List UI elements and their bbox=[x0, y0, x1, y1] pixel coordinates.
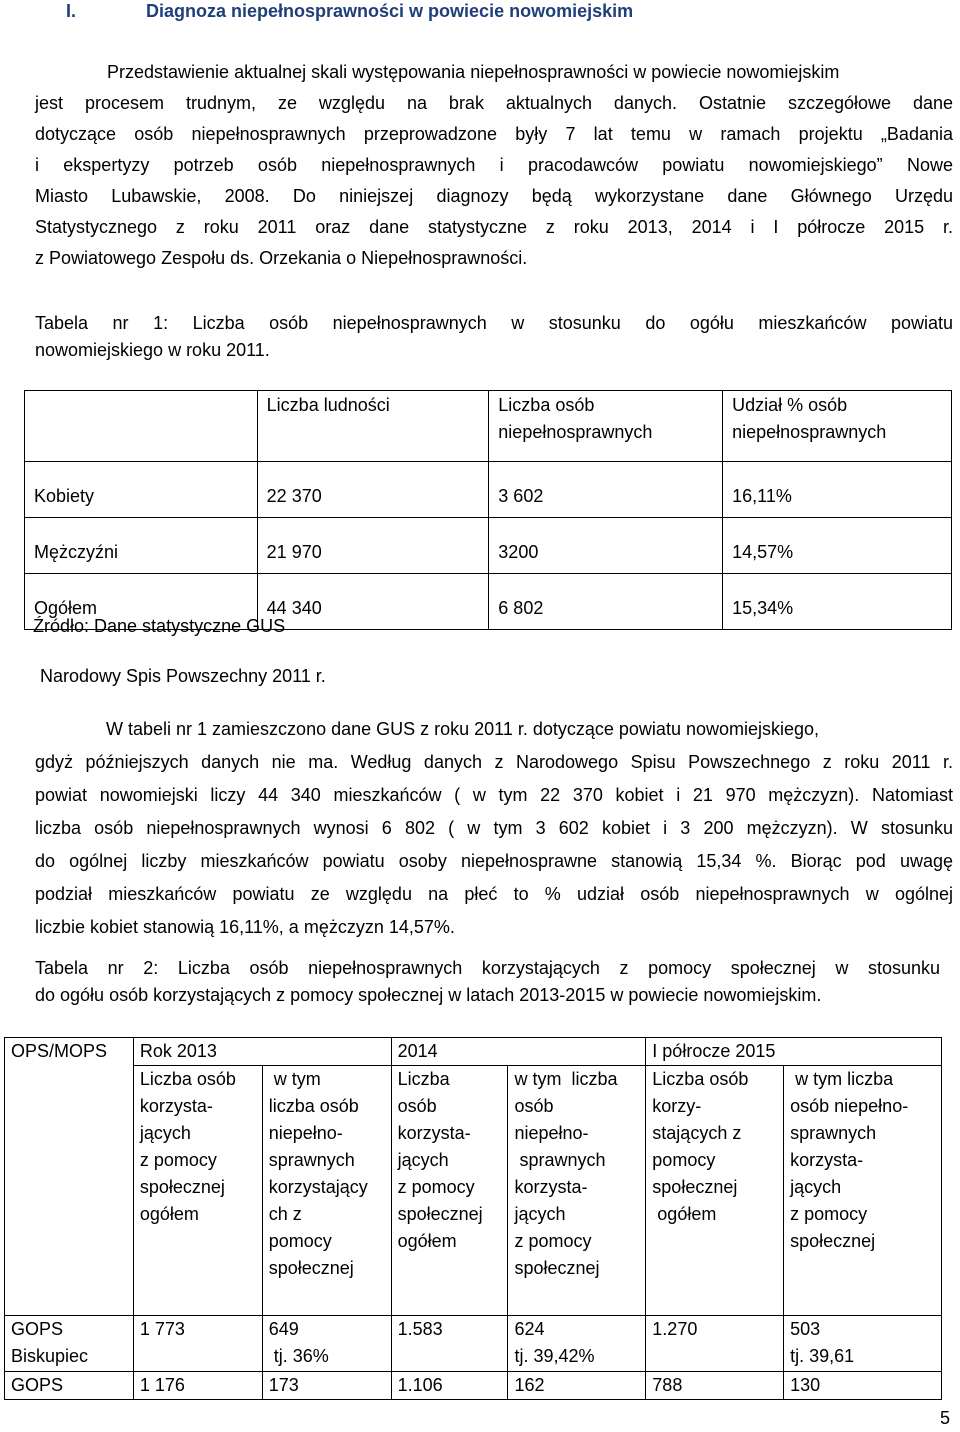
subheader-line: z pomocy bbox=[514, 1231, 592, 1251]
table1-source bbox=[33, 613, 951, 690]
summary-line: powiat nowomiejski liczy 44 340 mieszkańców ( w tym 22 370 kobiet i 21 970 mężczyzn). Natomiast bbox=[35, 785, 953, 805]
subheader-line: sprawnych bbox=[514, 1150, 606, 1170]
section-number: I. bbox=[66, 1, 77, 21]
subheader-line: z pomocy bbox=[397, 1177, 475, 1197]
subheader-line: korzysta- bbox=[139, 1096, 213, 1116]
summary-line: liczbie kobiet stanowią 16,11%, a mężczyzn 14,57%. bbox=[35, 917, 455, 937]
intro-line: Statystycznego z roku 2011 oraz dane statystyczne z roku 2013, 2014 i I półrocze 2015 r. bbox=[35, 217, 953, 237]
subheader-line: w tym liczba bbox=[514, 1069, 618, 1089]
table-cell: 6 802 bbox=[489, 574, 723, 630]
table-cell bbox=[133, 1316, 262, 1372]
subheader-line: osób bbox=[514, 1096, 554, 1116]
cell-line: 130 bbox=[790, 1375, 821, 1395]
cell-line: 173 bbox=[268, 1375, 299, 1395]
table-cell bbox=[5, 1372, 134, 1400]
table-header-cell bbox=[262, 1066, 391, 1316]
table-row bbox=[5, 1316, 942, 1372]
table-cell bbox=[5, 1316, 134, 1372]
cell-line: 1.583 bbox=[397, 1319, 443, 1339]
cell-line: 788 bbox=[652, 1375, 683, 1395]
subheader-line: ch z bbox=[268, 1204, 302, 1224]
table-cell bbox=[784, 1372, 942, 1400]
summary-line: W tabeli nr 1 zamieszczono dane GUS z roku 2011 r. dotyczące powiatu nowomiejskiego, bbox=[106, 719, 820, 739]
intro-line: dotyczące osób niepełnosprawnych przeprowadzone były 7 lat temu w ramach projektu „Badania bbox=[35, 124, 953, 144]
table-cell bbox=[391, 1316, 508, 1372]
source-line: Źródło: Dane statystyczne GUS bbox=[33, 616, 286, 636]
subheader-line: społecznej bbox=[652, 1177, 738, 1197]
table-cell: 22 370 bbox=[257, 462, 489, 518]
subheader-line: pomocy bbox=[268, 1231, 332, 1251]
cell-line: tj. 39,42% bbox=[514, 1346, 595, 1366]
source-line: Narodowy Spis Powszechny 2011 r. bbox=[40, 666, 326, 686]
table1 bbox=[24, 390, 952, 630]
subheader-line: osób niepełno- bbox=[790, 1096, 909, 1116]
subheader-line: Liczba osób bbox=[139, 1069, 236, 1089]
subheader-line: Liczba bbox=[397, 1069, 450, 1089]
subheader-line: jących bbox=[790, 1177, 842, 1197]
subheader-line: korzy- bbox=[652, 1096, 702, 1116]
subheader-line: niepełno- bbox=[514, 1123, 589, 1143]
cell-line: 624 bbox=[514, 1319, 545, 1339]
subheader-line: w tym bbox=[268, 1069, 321, 1089]
intro-paragraph bbox=[35, 59, 953, 272]
subheader-line: stających z bbox=[652, 1123, 742, 1143]
table-cell: 3200 bbox=[489, 518, 723, 574]
table-cell bbox=[262, 1372, 391, 1400]
subheader-line: sprawnych bbox=[268, 1150, 355, 1170]
section-heading bbox=[66, 0, 633, 25]
subheader-line: sprawnych bbox=[790, 1123, 877, 1143]
table1-header-row bbox=[25, 391, 952, 462]
cell-line: Biskupiec bbox=[11, 1346, 89, 1366]
table-row bbox=[25, 462, 952, 518]
section-title: Diagnoza niepełnosprawności w powiecie nowomiejskim bbox=[146, 1, 634, 21]
caption-line: do ogółu osób korzystających z pomocy społecznej w latach 2013-2015 w powiecie nowomiejskim. bbox=[35, 985, 822, 1005]
table2-caption bbox=[35, 955, 940, 1009]
summary-line: podział mieszkańców powiatu ze względu na płeć to % udział osób niepełnosprawnych w ogólnej bbox=[35, 884, 953, 904]
table2 bbox=[4, 1037, 942, 1400]
caption-line: Tabela nr 1: Liczba osób niepełnosprawnych w stosunku do ogółu mieszkańców powiatu bbox=[35, 313, 953, 333]
caption-line: Tabela nr 2: Liczba osób niepełnosprawnych korzystających z pomocy społecznej w stosunku bbox=[35, 958, 940, 978]
table-cell bbox=[262, 1316, 391, 1372]
subheader-line: korzystający bbox=[268, 1177, 368, 1197]
cell-line: 162 bbox=[514, 1375, 545, 1395]
cell-line: 1 773 bbox=[139, 1319, 185, 1339]
subheader-line: korzysta- bbox=[514, 1177, 588, 1197]
intro-line: jest procesem trudnym, ze względu na brak aktualnych danych. Ostatnie szczegółowe dane bbox=[35, 93, 953, 113]
subheader-line: ogółem bbox=[397, 1231, 457, 1251]
subheader-line: niepełno- bbox=[268, 1123, 343, 1143]
table-cell: Kobiety bbox=[25, 462, 258, 518]
table-row bbox=[5, 1372, 942, 1400]
cell-line: GOPS bbox=[11, 1375, 64, 1395]
cell-line: 1.270 bbox=[652, 1319, 698, 1339]
table-header-cell: Udział % osób niepełnosprawnych bbox=[723, 391, 952, 462]
cell-line: 1 176 bbox=[139, 1375, 185, 1395]
intro-line: Miasto Lubawskie, 2008. Do niniejszej diagnozy będą wykorzystane dane Głównego Urzędu bbox=[35, 186, 953, 206]
table-header-cell: Rok 2013 bbox=[133, 1038, 391, 1066]
summary-paragraph bbox=[35, 716, 953, 941]
page-number: 5 bbox=[940, 1408, 951, 1428]
subheader-line: społecznej bbox=[514, 1258, 600, 1278]
subheader-line: jących bbox=[514, 1204, 566, 1224]
table-cell: 44 340 bbox=[257, 574, 489, 630]
table1-caption bbox=[35, 310, 953, 364]
subheader-line: z pomocy bbox=[790, 1204, 868, 1224]
summary-line: liczba osób niepełnosprawnych wynosi 6 802 ( w tym 3 602 kobiet i 3 200 mężczyzn). W stosunku bbox=[35, 818, 953, 838]
subheader-line: z pomocy bbox=[139, 1150, 217, 1170]
table-cell bbox=[784, 1316, 942, 1372]
subheader-line: osób bbox=[397, 1096, 437, 1116]
subheader-line: korzysta- bbox=[790, 1150, 864, 1170]
table-cell bbox=[508, 1372, 646, 1400]
table-cell bbox=[646, 1372, 784, 1400]
table-row bbox=[25, 518, 952, 574]
subheader-line: ogółem bbox=[652, 1204, 717, 1224]
table2-year-row bbox=[5, 1038, 942, 1066]
table-cell bbox=[391, 1372, 508, 1400]
table-header-cell: I półrocze 2015 bbox=[646, 1038, 942, 1066]
table-cell: 16,11% bbox=[723, 462, 952, 518]
subheader-line: w tym liczba bbox=[790, 1069, 894, 1089]
subheader-line: społecznej bbox=[790, 1231, 876, 1251]
caption-line: nowomiejskiego w roku 2011. bbox=[35, 340, 270, 360]
subheader-line: jących bbox=[139, 1123, 191, 1143]
table-header-cell bbox=[508, 1066, 646, 1316]
cell-line: tj. 36% bbox=[268, 1346, 329, 1366]
subheader-line: Liczba osób bbox=[652, 1069, 749, 1089]
subheader-line: społecznej bbox=[397, 1204, 483, 1224]
table-cell: Mężczyźni bbox=[25, 518, 258, 574]
intro-line: z Powiatowego Zespołu ds. Orzekania o Niepełnosprawności. bbox=[35, 248, 528, 268]
table-cell: 21 970 bbox=[257, 518, 489, 574]
intro-line: i ekspertyzy potrzeb osób niepełnosprawnych i pracodawców powiatu nowomiejskiego” Nowe bbox=[35, 155, 953, 175]
subheader-line: ogółem bbox=[139, 1204, 199, 1224]
table-cell: 15,34% bbox=[723, 574, 952, 630]
subheader-line: społecznej bbox=[139, 1177, 225, 1197]
table-header-cell: OPS/MOPS bbox=[5, 1038, 134, 1316]
table-header-cell: 2014 bbox=[391, 1038, 646, 1066]
table-cell: Ogółem bbox=[25, 574, 258, 630]
cell-line: 649 bbox=[268, 1319, 299, 1339]
table-cell bbox=[508, 1316, 646, 1372]
table-header-cell bbox=[25, 391, 258, 462]
subheader-line: pomocy bbox=[652, 1150, 716, 1170]
table-cell bbox=[646, 1316, 784, 1372]
table-header-cell bbox=[391, 1066, 508, 1316]
table-header-cell bbox=[133, 1066, 262, 1316]
table2-subheader-row bbox=[5, 1066, 942, 1316]
intro-line: Przedstawienie aktualnej skali występowania niepełnosprawności w powiecie nowomiejskim bbox=[107, 62, 840, 82]
table-cell: 14,57% bbox=[723, 518, 952, 574]
table-header-cell bbox=[784, 1066, 942, 1316]
table-header-cell: Liczba ludności bbox=[257, 391, 489, 462]
table-cell: 3 602 bbox=[489, 462, 723, 518]
summary-line: gdyż późniejszych danych nie ma. Według danych z Narodowego Spisu Powszechnego z roku 2011 r. bbox=[35, 752, 953, 772]
cell-line: tj. 39,61 bbox=[790, 1346, 855, 1366]
subheader-line: jących bbox=[397, 1150, 449, 1170]
subheader-line: korzysta- bbox=[397, 1123, 471, 1143]
subheader-line: liczba osób bbox=[268, 1096, 359, 1116]
table-header-cell bbox=[646, 1066, 784, 1316]
table-cell bbox=[133, 1372, 262, 1400]
summary-line: do ogólnej liczby mieszkańców powiatu osoby niepełnosprawne stanowią 15,34 %. Biorąc pod uwagę bbox=[35, 851, 953, 871]
cell-line: 503 bbox=[790, 1319, 821, 1339]
cell-line: GOPS bbox=[11, 1319, 64, 1339]
subheader-line: społecznej bbox=[268, 1258, 354, 1278]
cell-line: 1.106 bbox=[397, 1375, 443, 1395]
table-header-cell: Liczba osób niepełnosprawnych bbox=[489, 391, 723, 462]
